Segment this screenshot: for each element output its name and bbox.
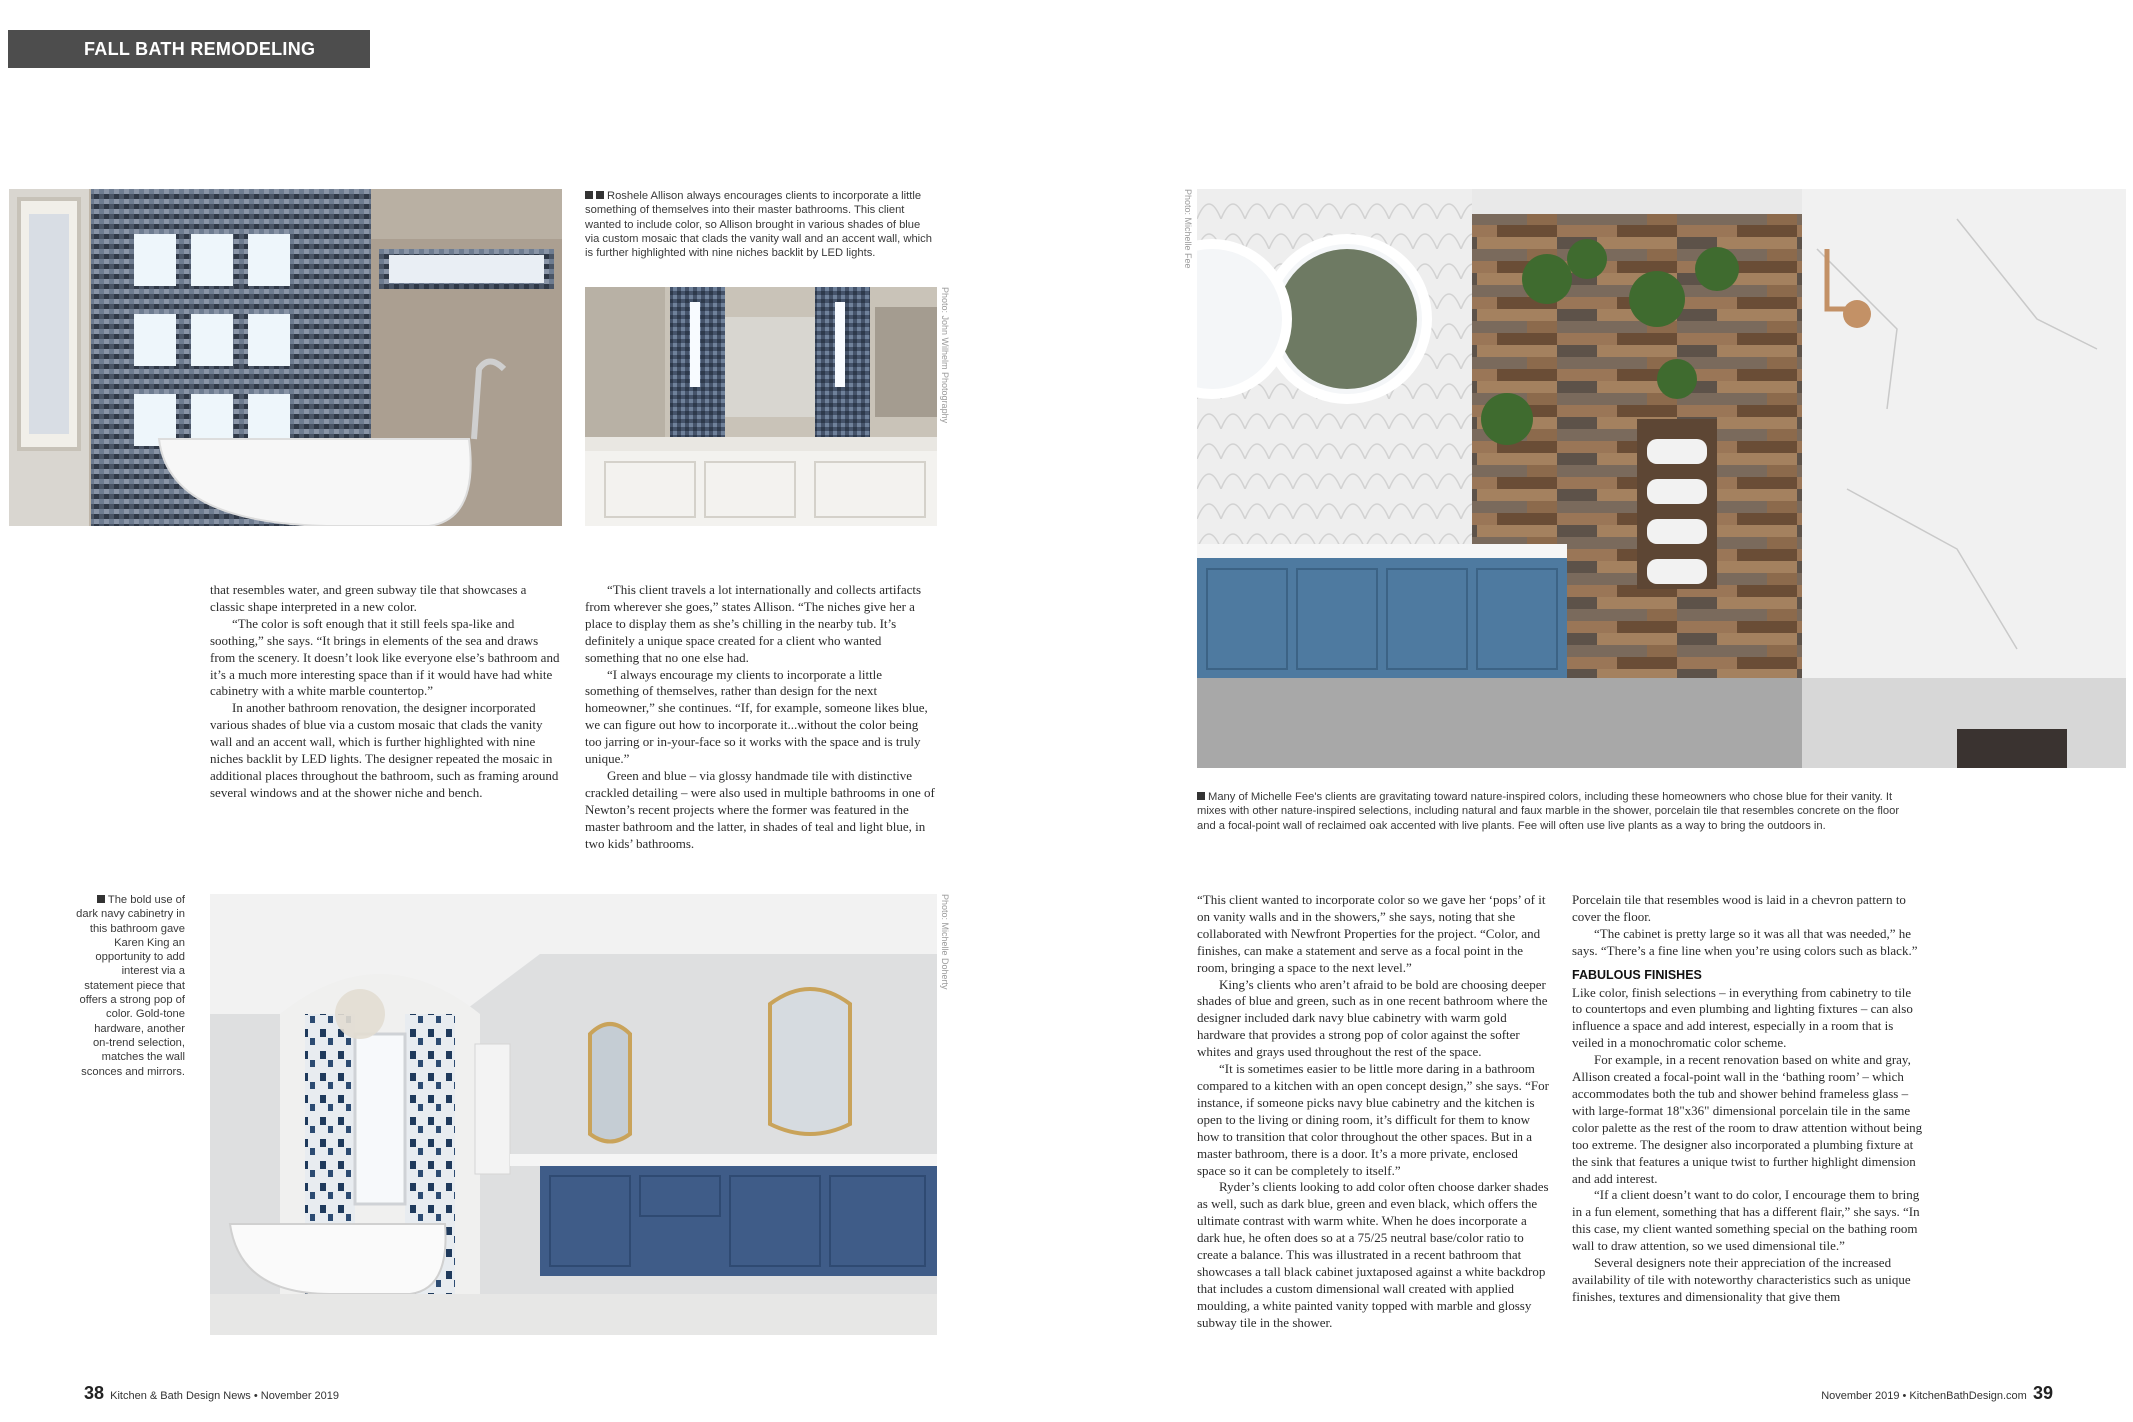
paragraph: “The cabinet is pretty large so it was all that was needed,” he says. “There’s a fine line when you’re using colors such as black.” — [1572, 925, 1918, 958]
body-column-3 — [1197, 892, 1549, 1332]
paragraph: Green and blue – via glossy handmade tile with distinctive crackled detailing – were also used in multiple bathrooms in one of Newton’s recent projects where the former was featured in the master bathroom and the latter, in shades of teal and light blue, in two kids’ bathrooms. — [585, 767, 935, 851]
double-vanity-photo — [585, 287, 937, 526]
caption-marker-icon — [585, 191, 593, 199]
paragraph: “I always encourage my clients to incorporate a little something of themselves, rather than design for the next homeowner,” she continues. “If, for example, someone likes blue, we can figure out how to incorporate it...without the color being too jarring or in-your-face so it works with the space and is truly unique.” — [585, 666, 928, 767]
caption-marker-icon — [1197, 792, 1205, 800]
paragraph: Porcelain tile that resembles wood is laid in a chevron pattern to cover the floor. — [1572, 892, 1906, 924]
paragraph: that resembles water, and green subway tile that showcases a classic shape interpreted in a new color. — [210, 582, 527, 614]
bathroom-mosaic-niche-icon — [9, 189, 562, 526]
nature-inspired-bathroom-icon — [1197, 189, 2126, 768]
caption-fee — [1197, 790, 1917, 833]
body-column-1 — [210, 582, 562, 802]
paragraph: “This client wanted to incorporate color so we gave her ‘pops’ of it on vanity walls and in the showers,” she says, noting that she collaborated with Newfront Properties for the project. “Color, and finishes, can make a statement and serve as a focal point in the room, bringing a space to the next level.” — [1197, 892, 1546, 975]
paragraph: King’s clients who aren’t afraid to be bold are choosing deeper shades of blue and green, such as in one recent bathroom where the designer included dark navy blue cabinetry with warm gold hardware that provides a strong pop of color against the softer whites and grays used throughout the rest of the space. — [1197, 976, 1548, 1060]
tub-niches-photo — [9, 189, 562, 526]
footer-right-text: November 2019 • KitchenBathDesign.com — [1821, 1390, 2027, 1402]
caption-allison-text: Roshele Allison always encourages clients to incorporate a little something of themselves into their master bathrooms. This client wanted to include color, so Allison brought in various shades of blue via custom mosaic that clads the vanity wall and an accent wall, which is further highlighted with nine niches backlit by LED lights. — [585, 190, 932, 260]
photo-credit-doherty: Photo: Michelle Doherty — [940, 894, 950, 990]
footer-right — [1821, 1383, 2053, 1404]
footer-left — [84, 1383, 339, 1404]
paragraph: Like color, finish selections – in everything from cabinetry to tile to countertops and even plumbing and lighting fixtures – can also influence a space and add interest, especially in a room that is veiled in a monochromatic color scheme. — [1572, 984, 1913, 1051]
photo-credit-wilhelm: Photo: John Wilhelm Photography — [940, 287, 950, 424]
paragraph: “The color is soft enough that it still feels spa-like and soothing,” she says. “It brings in elements of the sea and draws from the scenery. It doesn’t look like everyone else’s bathroom and it’s a much more interesting space than if it would have had white cabinetry with a white marble countertop.” — [210, 615, 560, 699]
paragraph: “It is sometimes easier to be little more daring in a bathroom compared to a kitchen with an open concept design,” she says. “For instance, if someone picks navy blue cabinetry and the kitchen is open to the living or dining room, it’s difficult for them to know how to transition that color throughout the other spaces. But in a master bathroom, there is a door. It’s a more private, enclosed space so it can be completely to itself.” — [1197, 1061, 1549, 1178]
caption-fee-text: Many of Michelle Fee's clients are gravitating toward nature-inspired colors, including these homeowners who chose blue for their vanity. It mixes with other nature-inspired selections, including natural and faux marble in the shower, porcelain tile that resembles concrete on the floor and a focal-point wall of reclaimed oak accented with live plants. Fee will often use live plants as a way to bring the outdoors in. — [1197, 791, 1900, 832]
photo-credit-fee: Photo: Michelle Fee — [1183, 189, 1193, 269]
navy-vanity-bathroom-icon — [210, 894, 937, 1335]
paragraph: “If a client doesn’t want to do color, I encourage them to bring in a fun element, something that has a different flair,” she says. “In this case, my client wanted something special on the bathing room wall to draw attention, so we used dimensional tile.” — [1572, 1187, 1920, 1254]
caption-marker-icon — [596, 191, 604, 199]
footer-left-text: Kitchen & Bath Design News • November 2019 — [110, 1390, 340, 1402]
page-number-left: 38 — [84, 1383, 105, 1403]
caption-marker-icon — [97, 895, 105, 903]
caption-king-text: The bold use of dark navy cabinetry in this bathroom gave Karen King an opportunity to add interest via a statement piece that offers a strong pop of color. Gold-tone hardware, another on-trend selection, matches the wall sconces and mirrors. — [76, 894, 185, 1078]
paragraph: Ryder’s clients looking to add color often choose darker shades as well, such as dark blue, green and even black, which offers the ultimate contrast with warm white. When he does incorporate a dark hue, he often does so at a 75/25 neutral base/color ratio to create a balance. This was illustrated in a recent bathroom that showcases a tall black cabinet juxtaposed against a white backdrop that includes a custom dimensional wall created with applied moulding, a white painted vanity topped with marble and glossy subway tile in the shower. — [1197, 1179, 1549, 1330]
body-column-4 — [1572, 892, 1924, 1306]
paragraph: Several designers note their appreciation of the increased availability of tile with noteworthy characteristics such as unique finishes, textures and dimensionality that give them — [1572, 1255, 1911, 1304]
double-vanity-icon — [585, 287, 937, 526]
wood-wall-bathroom-photo — [1197, 189, 2126, 768]
subhead-fabulous-finishes: FABULOUS FINISHES — [1572, 967, 1702, 982]
caption-allison — [585, 189, 937, 260]
paragraph: “This client travels a lot internationally and collects artifacts from wherever she goes,” states Allison. “The niches give her a place to display them as she’s chilling in the nearby tub. It’s definitely a unique space created for a client who wanted something that no one else had. — [585, 582, 922, 665]
navy-cabinetry-photo — [210, 894, 937, 1335]
caption-king — [75, 893, 185, 1079]
page-number-right: 39 — [2032, 1383, 2053, 1403]
paragraph: In another bathroom renovation, the designer incorporated various shades of blue via a custom mosaic that clads the vanity wall and an accent wall, which is further highlighted with nine niches backlit by LED lights. The designer repeated the mosaic in additional places throughout the bathroom, such as framing around several windows and at the shower niche and bench. — [210, 700, 559, 800]
body-column-2 — [585, 582, 937, 853]
paragraph: For example, in a recent renovation based on white and gray, Allison created a focal-point wall in the ‘bathing room’ – which accommodates both the tub and shower behind frameless glass – with large-format 18"x36" dimensional porcelain tile in the same color palette as the rest of the room to draw attention without being too extreme. The designer also incorporated a plumbing fixture at the sink that features a unique twist to further highlight dimension and add interest. — [1572, 1052, 1923, 1186]
section-header-tab: FALL BATH REMODELING REPORT — [8, 30, 370, 68]
